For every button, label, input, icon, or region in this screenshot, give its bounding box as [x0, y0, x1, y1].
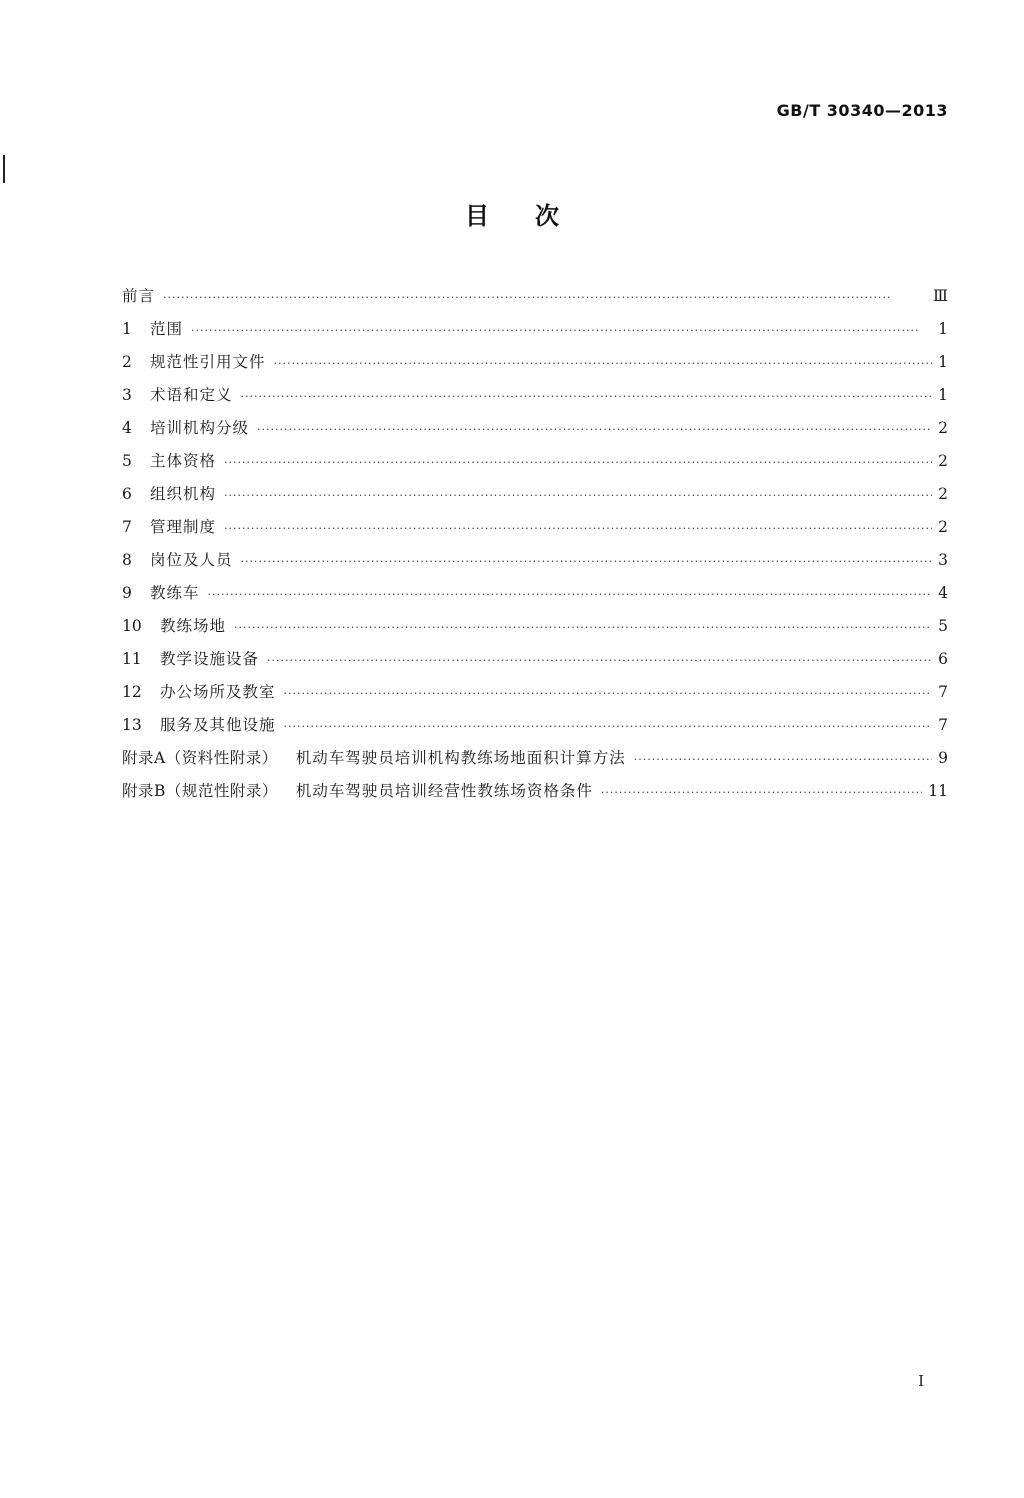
toc-entry-10[interactable] [122, 610, 948, 643]
toc-dot-leader [241, 380, 932, 413]
toc-entry-label: 规范性引用文件 [150, 353, 266, 371]
toc-entry-page: 2 [938, 419, 948, 437]
toc-dot-leader [601, 776, 922, 809]
toc-entry-5[interactable] [122, 445, 948, 478]
toc-annex-label: 附录B（规范性附录） [122, 782, 278, 800]
toc-entry-11[interactable] [122, 643, 948, 676]
toc-entry-13[interactable] [122, 709, 948, 742]
toc-entry-page: 6 [938, 650, 948, 668]
toc-entry-12[interactable] [122, 676, 948, 709]
toc-dot-leader [267, 644, 932, 677]
toc-annex-title: 机动车驾驶员培训经营性教练场资格条件 [295, 782, 593, 800]
toc-dot-leader [284, 710, 932, 743]
toc-dot-leader [634, 743, 932, 776]
toc-entry-7[interactable] [122, 511, 948, 544]
toc-entry-8[interactable] [122, 544, 948, 577]
toc-entry-foreword[interactable] [122, 280, 948, 313]
toc-entry-label: 教练车 [150, 584, 200, 602]
toc-entry-label: 教学设施设备 [160, 650, 260, 668]
toc-entry-label: 前言 [122, 287, 156, 305]
toc-entry-label: 管理制度 [150, 518, 217, 536]
toc-entry-6[interactable] [122, 478, 948, 511]
toc-entry-annex-b[interactable] [122, 775, 948, 808]
toc-dot-leader [234, 611, 932, 644]
toc-title: 目次 [465, 202, 605, 230]
toc-entry-label: 教练场地 [160, 617, 227, 635]
toc-entry-label: 主体资格 [150, 452, 217, 470]
toc-entry-page: Ⅲ [933, 287, 948, 305]
toc-entry-number: 7 [122, 518, 132, 536]
toc-dot-leader [163, 281, 927, 314]
toc-dot-leader [224, 446, 932, 479]
toc-entry-label: 组织机构 [150, 485, 217, 503]
toc-dot-leader [284, 677, 932, 710]
toc-entry-page: 1 [938, 320, 948, 338]
toc-entry-number: 8 [122, 551, 132, 569]
toc-entry-number: 9 [122, 584, 132, 602]
toc-entry-number: 10 [122, 617, 142, 635]
toc-entry-number: 13 [122, 716, 142, 734]
toc-list [122, 280, 948, 808]
toc-entry-2[interactable] [122, 346, 948, 379]
toc-entry-page: 5 [938, 617, 948, 635]
toc-entry-number: 4 [122, 419, 132, 437]
toc-entry-number: 11 [122, 650, 142, 668]
toc-entry-9[interactable] [122, 577, 948, 610]
toc-entry-3[interactable] [122, 379, 948, 412]
toc-entry-number: 3 [122, 386, 132, 404]
toc-dot-leader [274, 347, 932, 380]
toc-entry-label: 办公场所及教室 [160, 683, 276, 701]
toc-annex-label: 附录A（资料性附录） [122, 749, 278, 767]
toc-entry-label: 服务及其他设施 [160, 716, 276, 734]
toc-entry-number: 5 [122, 452, 132, 470]
toc-entry-page: 4 [938, 584, 948, 602]
toc-entry-label: 岗位及人员 [150, 551, 233, 569]
toc-annex-title: 机动车驾驶员培训机构教练场地面积计算方法 [295, 749, 626, 767]
standard-code: GB/T 30340—2013 [776, 101, 948, 120]
scan-edge-mark [3, 155, 5, 183]
toc-entry-page: 1 [938, 353, 948, 371]
toc-dot-leader [208, 578, 932, 611]
toc-entry-page: 2 [938, 485, 948, 503]
toc-entry-label: 培训机构分级 [150, 419, 250, 437]
toc-entry-page: 1 [938, 386, 948, 404]
toc-entry-4[interactable] [122, 412, 948, 445]
toc-entry-page: 3 [938, 551, 948, 569]
toc-entry-annex-a[interactable] [122, 742, 948, 775]
page-number: I [918, 1372, 924, 1390]
toc-dot-leader [224, 512, 932, 545]
toc-dot-leader [241, 545, 932, 578]
toc-entry-page: 11 [928, 782, 948, 800]
toc-entry-number: 1 [122, 320, 132, 338]
toc-entry-label: 范围 [150, 320, 184, 338]
toc-dot-leader [224, 479, 932, 512]
toc-entry-page: 7 [938, 683, 948, 701]
toc-entry-page: 9 [938, 749, 948, 767]
toc-dot-leader [191, 314, 932, 347]
toc-entry-page: 2 [938, 518, 948, 536]
toc-entry-number: 12 [122, 683, 142, 701]
toc-entry-number: 6 [122, 485, 132, 503]
toc-entry-label: 术语和定义 [150, 386, 233, 404]
toc-entry-page: 2 [938, 452, 948, 470]
toc-entry-page: 7 [938, 716, 948, 734]
toc-entry-number: 2 [122, 353, 132, 371]
toc-entry-1[interactable] [122, 313, 948, 346]
toc-dot-leader [257, 413, 932, 446]
